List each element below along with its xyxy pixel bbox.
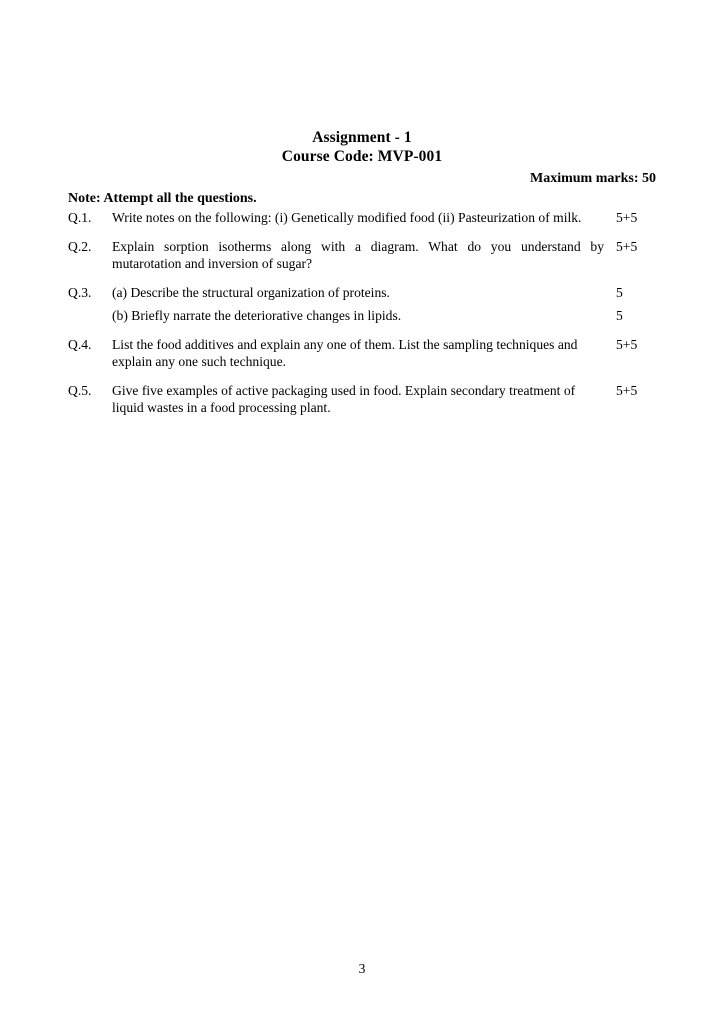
- question-item: [68, 284, 656, 324]
- question-subpart: [112, 284, 656, 301]
- question-list: [68, 209, 656, 416]
- note-instruction: Note: Attempt all the questions.: [68, 191, 257, 206]
- question-item: [68, 238, 656, 272]
- question-subpart-text: (a) Describe the structural organization of proteins.: [112, 285, 390, 300]
- question-subpart-marks: 5: [616, 308, 623, 323]
- question-item: [68, 382, 656, 416]
- question-item: [68, 209, 656, 226]
- question-marks: 5+5: [616, 210, 638, 225]
- question-label: Q.4.: [68, 337, 92, 352]
- page-title: Assignment - 1: [312, 129, 412, 146]
- question-text: Give five examples of active packaging used in food. Explain secondary treatment of liquid wastes in a food processing plant.: [112, 383, 576, 415]
- course-code-subtitle: Course Code: MVP-001: [281, 148, 443, 165]
- question-item: [68, 336, 656, 370]
- question-subpart: [112, 307, 656, 324]
- maximum-marks-label: Maximum marks: 50: [530, 171, 656, 186]
- question-marks: 5+5: [616, 383, 638, 398]
- question-text: List the food additives and explain any one of them. List the sampling techniques and explain any one such technique.: [112, 337, 578, 369]
- question-text: Write notes on the following: (i) Genetically modified food (ii) Pasteurization of milk.: [112, 210, 582, 225]
- question-marks: 5+5: [616, 239, 638, 254]
- question-subpart-text: (b) Briefly narrate the deteriorative changes in lipids.: [112, 308, 402, 323]
- question-label: Q.3.: [68, 285, 92, 300]
- question-label: Q.2.: [68, 239, 92, 254]
- question-label: Q.5.: [68, 383, 92, 398]
- question-subpart-marks: 5: [616, 285, 623, 300]
- page-number: 3: [358, 961, 366, 976]
- question-label: Q.1.: [68, 210, 92, 225]
- question-marks: 5+5: [616, 337, 638, 352]
- document-header: [68, 128, 656, 208]
- question-subparts: [112, 284, 656, 324]
- question-text: Explain sorption isotherms along with a diagram. What do you understand by mutarotation and inversion of sugar?: [112, 239, 604, 271]
